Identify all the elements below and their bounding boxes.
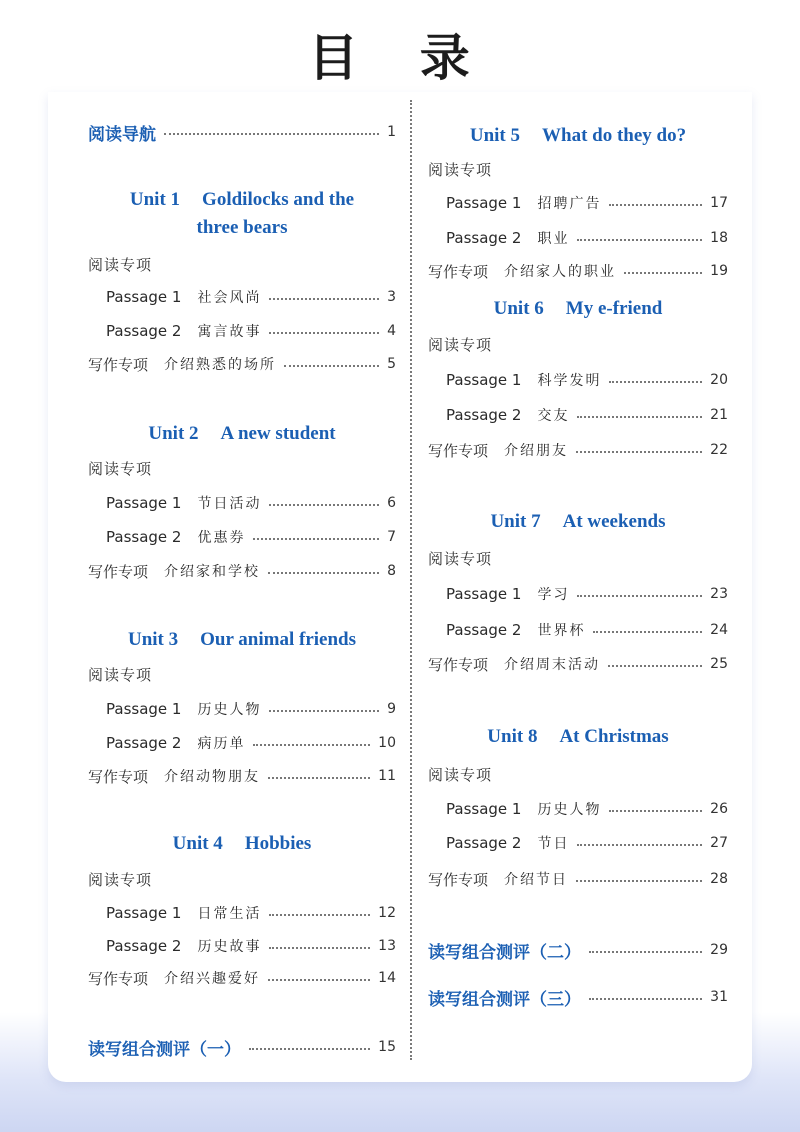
- unit-number: Unit 5: [469, 125, 521, 146]
- toc-entry-reading-guide[interactable]: [88, 120, 396, 144]
- toc-entry-u1-writing[interactable]: [88, 352, 396, 376]
- leader-dots: [577, 239, 702, 241]
- toc-entry-u4-p2[interactable]: [106, 934, 396, 958]
- page-number: 31: [710, 989, 728, 1005]
- reading-section-label: 阅读专项: [428, 161, 493, 179]
- passage-label: Passage 1: [106, 904, 182, 922]
- toc-entry-u7-writing[interactable]: [428, 652, 728, 676]
- leader-dots: [577, 416, 702, 418]
- toc-entry-u5-p2[interactable]: [446, 226, 728, 250]
- reading-section-label: 阅读专项: [428, 766, 493, 784]
- page-number: 3: [387, 289, 396, 305]
- toc-entry-u6-p1[interactable]: [446, 368, 728, 392]
- reading-section-label: 阅读专项: [428, 336, 493, 354]
- unit-title: My e-friend: [565, 298, 663, 319]
- writing-label: 写作专项: [88, 562, 149, 581]
- passage-label: Passage 2: [446, 229, 522, 247]
- leader-dots: [164, 133, 379, 135]
- page-number: 13: [378, 938, 396, 954]
- passage-topic: 历史故事: [197, 939, 262, 955]
- page-number: 11: [378, 768, 396, 784]
- unit-heading-5: [428, 122, 728, 150]
- passage-topic: 招聘广告: [537, 196, 602, 212]
- passage-topic: 节日活动: [197, 496, 262, 512]
- page-number: 22: [710, 442, 728, 458]
- page-number: 29: [710, 942, 728, 958]
- leader-dots: [624, 272, 702, 274]
- unit-number: Unit 3: [127, 629, 179, 650]
- toc-entry-u3-p2[interactable]: [106, 731, 396, 755]
- unit-heading-2: [88, 420, 396, 448]
- page-number: 23: [710, 586, 728, 602]
- toc-entry-u7-p1[interactable]: [446, 582, 728, 606]
- page-number: 12: [378, 905, 396, 921]
- unit-title: What do they do?: [542, 125, 687, 146]
- page-number: 25: [710, 656, 728, 672]
- passage-topic: 病历单: [197, 736, 246, 752]
- leader-dots: [269, 914, 370, 916]
- passage-topic: 社会风尚: [197, 290, 262, 306]
- passage-topic: 历史人物: [197, 702, 262, 718]
- toc-entry-test-3[interactable]: [428, 985, 728, 1009]
- passage-topic: 科学发明: [537, 373, 602, 389]
- toc-entry-u3-p1[interactable]: [106, 697, 396, 721]
- page-number: 7: [387, 529, 396, 545]
- passage-topic: 节日: [537, 836, 570, 852]
- test-label: 读写组合测评（二）: [428, 942, 581, 963]
- writing-label: 写作专项: [88, 767, 149, 786]
- page-number: 9: [387, 701, 396, 717]
- leader-dots: [269, 947, 370, 949]
- unit-title-line2: three bears: [196, 217, 288, 238]
- writing-label: 写作专项: [428, 870, 489, 889]
- writing-label: 写作专项: [428, 441, 489, 460]
- page-number: 18: [710, 230, 728, 246]
- unit-heading-6: [428, 295, 728, 323]
- toc-entry-u5-p1[interactable]: [446, 191, 728, 215]
- reading-section-label: 阅读专项: [88, 256, 153, 274]
- passage-label: Passage 1: [106, 494, 182, 512]
- unit-title: A new student: [220, 423, 336, 444]
- toc-entry-u6-writing[interactable]: [428, 438, 728, 462]
- toc-entry-test-1[interactable]: [88, 1035, 396, 1059]
- leader-dots: [576, 451, 702, 453]
- passage-topic: 学习: [537, 587, 570, 603]
- unit-heading-7: [428, 508, 728, 536]
- leader-dots: [253, 744, 370, 746]
- leader-dots: [577, 844, 702, 846]
- reading-section-label: 阅读专项: [88, 871, 153, 889]
- toc-entry-u4-writing[interactable]: [88, 966, 396, 990]
- toc-entry-u4-p1[interactable]: [106, 901, 396, 925]
- writing-label: 写作专项: [428, 262, 489, 281]
- unit-title: Hobbies: [244, 833, 312, 854]
- toc-entry-u1-p1[interactable]: [106, 285, 396, 309]
- page-number: 20: [710, 372, 728, 388]
- toc-entry-u7-p2[interactable]: [446, 618, 728, 642]
- passage-topic: 寓言故事: [197, 324, 262, 340]
- leader-dots: [608, 665, 702, 667]
- passage-label: Passage 1: [446, 371, 522, 389]
- page-number: 26: [710, 801, 728, 817]
- leader-dots: [609, 810, 702, 812]
- toc-entry-u2-writing[interactable]: [88, 559, 396, 583]
- test-label: 读写组合测评（三）: [428, 989, 581, 1010]
- leader-dots: [269, 504, 379, 506]
- passage-topic: 历史人物: [537, 802, 602, 818]
- writing-label: 写作专项: [428, 655, 489, 674]
- toc-entry-u8-p1[interactable]: [446, 797, 728, 821]
- page-number: 8: [387, 563, 396, 579]
- page-number: 14: [378, 970, 396, 986]
- writing-label: 写作专项: [88, 969, 149, 988]
- passage-topic: 交友: [537, 408, 570, 424]
- page-number: 4: [387, 323, 396, 339]
- writing-topic: 介绍熟悉的场所: [164, 357, 277, 373]
- reading-section-label: 阅读专项: [88, 666, 153, 684]
- leader-dots: [269, 710, 379, 712]
- unit-title: At weekends: [562, 511, 666, 532]
- page-number: 5: [387, 356, 396, 372]
- writing-topic: 介绍节日: [504, 872, 569, 888]
- page-number: 24: [710, 622, 728, 638]
- toc-entry-test-2[interactable]: [428, 938, 728, 962]
- passage-label: Passage 1: [106, 700, 182, 718]
- page-number: 10: [378, 735, 396, 751]
- toc-entry-u2-p2[interactable]: [106, 525, 396, 549]
- reading-section-label: 阅读专项: [88, 460, 153, 478]
- unit-heading-1: [88, 186, 396, 242]
- passage-label: Passage 1: [106, 288, 182, 306]
- page-number: 27: [710, 835, 728, 851]
- passage-label: Passage 1: [446, 800, 522, 818]
- leader-dots: [268, 572, 379, 574]
- leader-dots: [593, 631, 702, 633]
- writing-topic: 介绍动物朋友: [164, 769, 261, 785]
- unit-number: Unit 2: [148, 423, 199, 444]
- passage-label: Passage 2: [446, 621, 522, 639]
- passage-topic: 日常生活: [197, 906, 262, 922]
- unit-title: Our animal friends: [200, 629, 357, 650]
- passage-topic: 世界杯: [537, 623, 586, 639]
- page-title: 目 录: [308, 29, 492, 87]
- page-number: 17: [710, 195, 728, 211]
- writing-topic: 介绍家和学校: [164, 564, 261, 580]
- passage-label: Passage 2: [106, 734, 182, 752]
- leader-dots: [609, 381, 702, 383]
- passage-label: Passage 2: [446, 834, 522, 852]
- unit-number: Unit 1: [129, 189, 181, 210]
- writing-label: 写作专项: [88, 355, 149, 374]
- leader-dots: [609, 204, 702, 206]
- reading-section-label: 阅读专项: [428, 550, 493, 568]
- page-number: 1: [387, 124, 396, 140]
- toc-entry-u6-p2[interactable]: [446, 403, 728, 427]
- passage-topic: 优惠券: [197, 530, 246, 546]
- writing-topic: 介绍朋友: [504, 443, 569, 459]
- leader-dots: [589, 951, 702, 953]
- passage-label: Passage 1: [446, 585, 522, 603]
- leader-dots: [268, 979, 370, 981]
- unit-number: Unit 6: [493, 298, 544, 319]
- unit-number: Unit 4: [172, 833, 223, 854]
- toc-entry-u1-p2[interactable]: [106, 319, 396, 343]
- writing-topic: 介绍兴趣爱好: [164, 971, 261, 987]
- page-number: 6: [387, 495, 396, 511]
- passage-topic: 职业: [537, 231, 570, 247]
- leader-dots: [576, 880, 702, 882]
- leader-dots: [577, 595, 702, 597]
- toc-entry-u8-writing[interactable]: [428, 867, 728, 891]
- leader-dots: [269, 332, 379, 334]
- toc-entry-u3-writing[interactable]: [88, 764, 396, 788]
- toc-entry-u8-p2[interactable]: [446, 831, 728, 855]
- column-divider: [410, 100, 412, 1060]
- page-number: 21: [710, 407, 728, 423]
- page-number: 19: [710, 263, 728, 279]
- page-number: 28: [710, 871, 728, 887]
- leader-dots: [589, 998, 702, 1000]
- passage-label: Passage 1: [446, 194, 522, 212]
- leader-dots: [268, 777, 370, 779]
- reading-guide-label: 阅读导航: [88, 124, 156, 145]
- unit-title: At Christmas: [559, 726, 669, 747]
- passage-label: Passage 2: [446, 406, 522, 424]
- unit-number: Unit 8: [487, 726, 538, 747]
- passage-label: Passage 2: [106, 322, 182, 340]
- unit-heading-8: [428, 723, 728, 751]
- unit-number: Unit 7: [490, 511, 541, 532]
- test-label: 读写组合测评（一）: [88, 1039, 241, 1060]
- unit-heading-4: [88, 830, 396, 858]
- toc-entry-u5-writing[interactable]: [428, 259, 728, 283]
- unit-heading-3: [88, 626, 396, 654]
- writing-topic: 介绍家人的职业: [504, 264, 617, 280]
- leader-dots: [249, 1048, 370, 1050]
- leader-dots: [284, 365, 379, 367]
- leader-dots: [253, 538, 379, 540]
- passage-label: Passage 2: [106, 937, 182, 955]
- writing-topic: 介绍周末活动: [504, 657, 601, 673]
- unit-title: Goldilocks and the: [202, 189, 355, 210]
- toc-entry-u2-p1[interactable]: [106, 491, 396, 515]
- page-number: 15: [378, 1039, 396, 1055]
- leader-dots: [269, 298, 379, 300]
- passage-label: Passage 2: [106, 528, 182, 546]
